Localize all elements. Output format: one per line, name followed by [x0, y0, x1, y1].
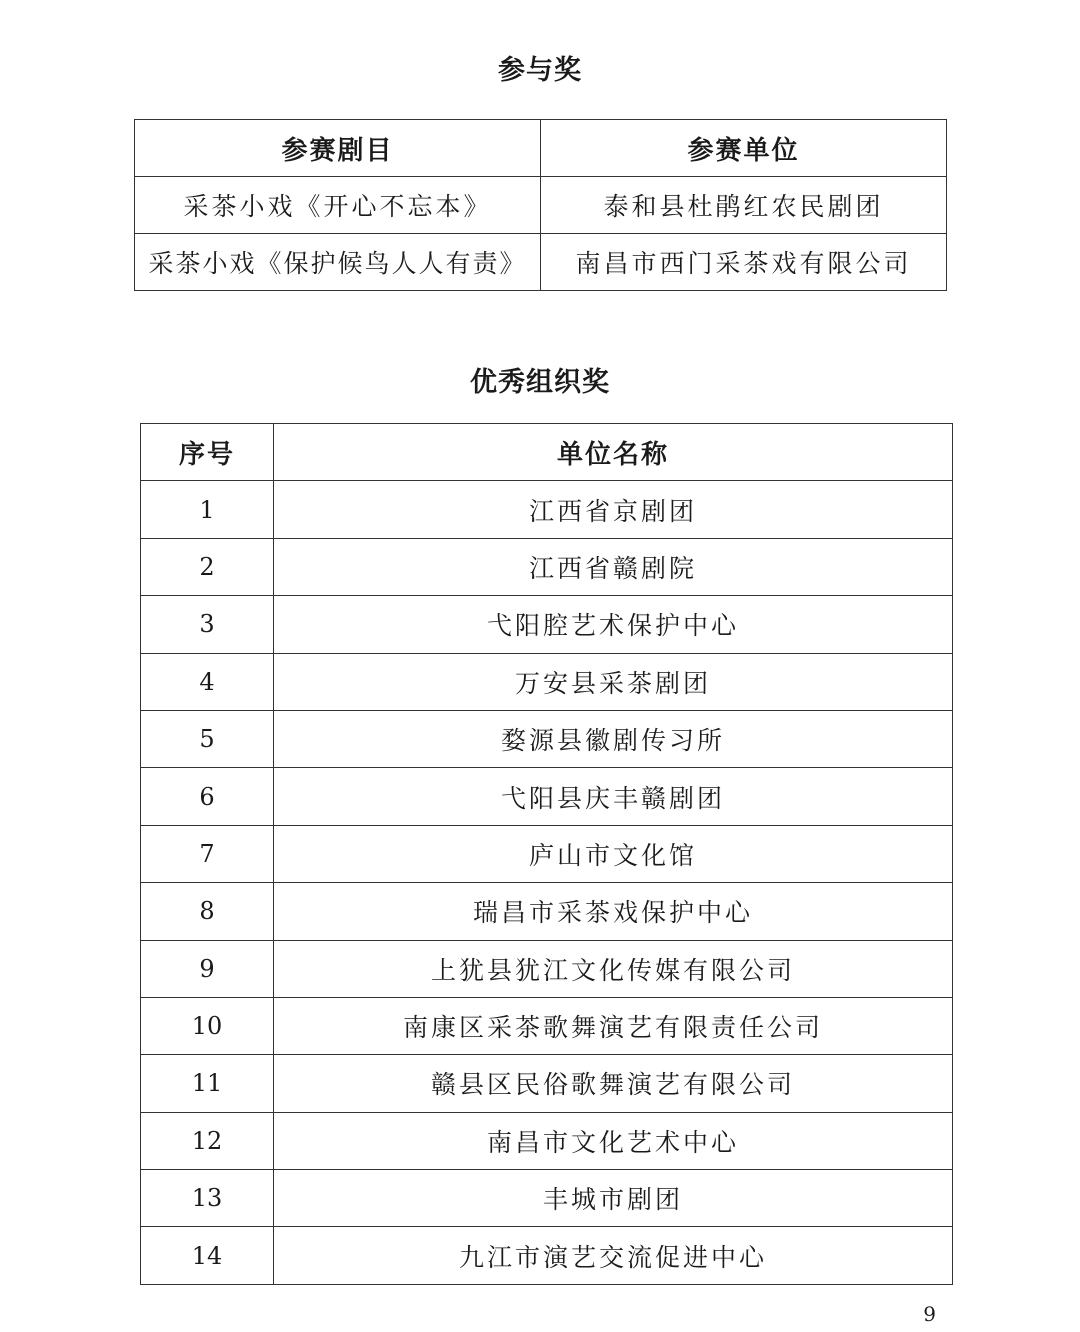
table-row: [141, 596, 953, 653]
serial-number-cell: 4: [141, 653, 274, 710]
serial-number-cell: 12: [141, 1112, 274, 1169]
table-row: [135, 177, 947, 234]
section-title-organization-award: 优秀组织奖: [470, 367, 610, 398]
table-row: [141, 1055, 953, 1112]
unit-name-cell: 弋阳腔艺术保护中心: [274, 596, 953, 653]
table-row: [141, 1227, 953, 1284]
unit-name-cell: 丰城市剧团: [274, 1170, 953, 1227]
unit-name-cell: 婺源县徽剧传习所: [274, 710, 953, 767]
table-row: [141, 481, 953, 538]
serial-number-cell: 3: [141, 596, 274, 653]
unit-name-cell: 上犹县犹江文化传媒有限公司: [274, 940, 953, 997]
header-entry-program: 参赛剧目: [135, 120, 541, 177]
page-number: 9: [923, 1302, 936, 1326]
serial-number-cell: 13: [141, 1170, 274, 1227]
unit-name-cell: 弋阳县庆丰赣剧团: [274, 768, 953, 825]
unit-name-cell: 江西省赣剧院: [274, 538, 953, 595]
program-cell: 采茶小戏《保护候鸟人人有责》: [135, 234, 541, 291]
table-row: [141, 710, 953, 767]
section-title-participation-award: 参与奖: [498, 55, 582, 86]
unit-name-cell: 万安县采茶剧团: [274, 653, 953, 710]
table-row: [141, 825, 953, 882]
table-header-row: [141, 424, 953, 481]
unit-name-cell: 江西省京剧团: [274, 481, 953, 538]
unit-name-cell: 赣县区民俗歌舞演艺有限公司: [274, 1055, 953, 1112]
serial-number-cell: 8: [141, 883, 274, 940]
table-row: [135, 234, 947, 291]
serial-number-cell: 10: [141, 997, 274, 1054]
table-row: [141, 538, 953, 595]
table-row: [141, 653, 953, 710]
table-row: [141, 768, 953, 825]
unit-name-cell: 瑞昌市采茶戏保护中心: [274, 883, 953, 940]
serial-number-cell: 7: [141, 825, 274, 882]
participation-award-table: [134, 119, 947, 291]
organization-award-table: [140, 423, 953, 1285]
unit-cell: 泰和县杜鹃红农民剧团: [541, 177, 947, 234]
table-header-row: [135, 120, 947, 177]
header-unit-name: 单位名称: [274, 424, 953, 481]
unit-cell: 南昌市西门采茶戏有限公司: [541, 234, 947, 291]
serial-number-cell: 11: [141, 1055, 274, 1112]
serial-number-cell: 14: [141, 1227, 274, 1284]
serial-number-cell: 9: [141, 940, 274, 997]
header-entry-unit: 参赛单位: [541, 120, 947, 177]
table-row: [141, 997, 953, 1054]
header-serial-number: 序号: [141, 424, 274, 481]
table-row: [141, 883, 953, 940]
serial-number-cell: 1: [141, 481, 274, 538]
table-row: [141, 1170, 953, 1227]
unit-name-cell: 南昌市文化艺术中心: [274, 1112, 953, 1169]
unit-name-cell: 庐山市文化馆: [274, 825, 953, 882]
table-row: [141, 940, 953, 997]
table-row: [141, 1112, 953, 1169]
serial-number-cell: 2: [141, 538, 274, 595]
program-cell: 采茶小戏《开心不忘本》: [135, 177, 541, 234]
serial-number-cell: 5: [141, 710, 274, 767]
unit-name-cell: 南康区采茶歌舞演艺有限责任公司: [274, 997, 953, 1054]
unit-name-cell: 九江市演艺交流促进中心: [274, 1227, 953, 1284]
serial-number-cell: 6: [141, 768, 274, 825]
